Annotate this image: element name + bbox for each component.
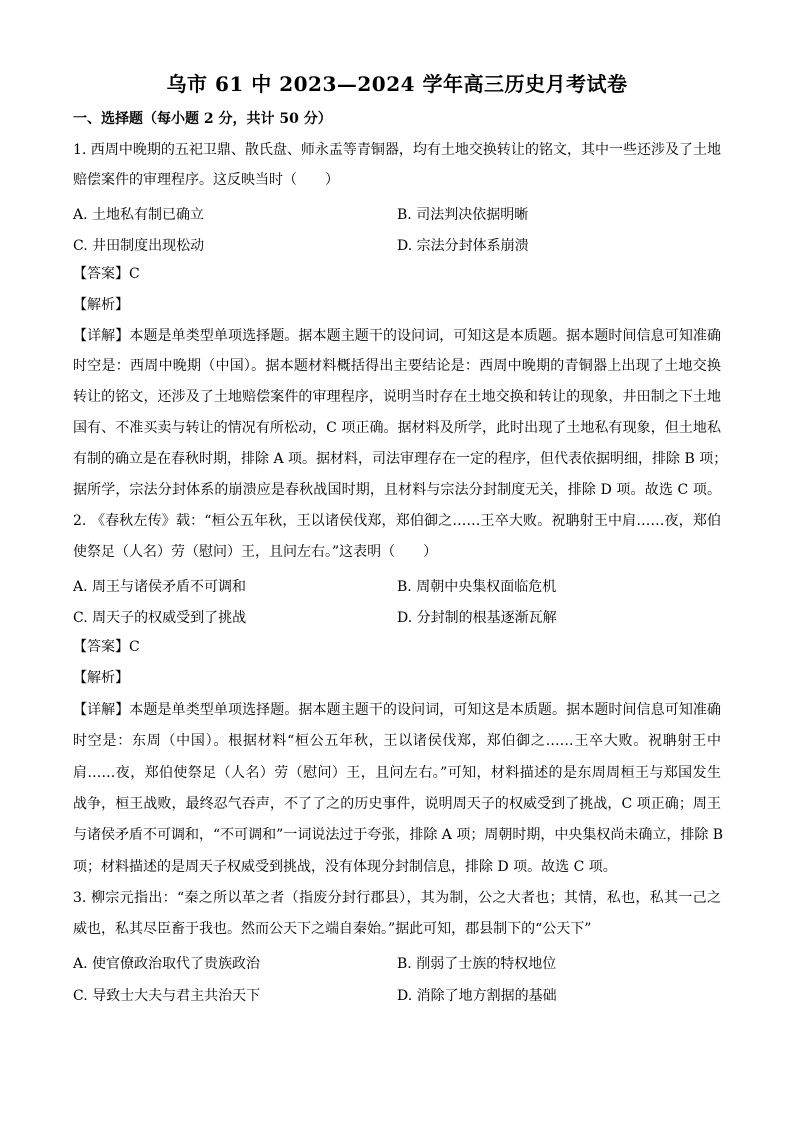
q2-stem-line-2: 使祭足（人名）劳（慰问）王，且问左右。”这表明（ ） (73, 544, 438, 560)
q2-detail-line-4: 战争，桓王战败，最终忍气吞声，不了了之的历史事件，说明周天子的权威受到了挑战，C 项正确；周王 (73, 796, 721, 812)
q2-analysis-label: 【解析】 (73, 670, 129, 686)
q2-answer: 【答案】C (73, 639, 140, 655)
q3-option-a: A. 使官僚政治取代了贵族政治 (73, 956, 261, 972)
q2-detail-line-2: 时空是：东周（中国）。根据材料“桓公五年秋，王以诸侯伐郑，郑伯御之……王卒大败。祝聃射王中 (73, 733, 721, 749)
q2-option-d: D. 分封制的根基逐渐瓦解 (397, 610, 557, 626)
q1-analysis-label: 【解析】 (73, 297, 129, 313)
q3-option-d: D. 消除了地方割据的基础 (397, 988, 557, 1004)
q3-stem-line-1: 3. 柳宗元指出：“秦之所以革之者（指废分封行郡县），其为制，公之大者也；其情，私也，私其一己之 (73, 890, 721, 906)
q1-option-d: D. 宗法分封体系崩溃 (397, 238, 529, 254)
page-title: 乌市 61 中 2023—2024 学年高三历史月考试卷 (166, 72, 628, 96)
q1-option-b: B. 司法判决依据明晰 (397, 207, 529, 223)
q2-option-a: A. 周王与诸侯矛盾不可调和 (73, 579, 247, 595)
q1-detail-line-6: 据所学，宗法分封体系的崩溃应是春秋战国时期，且材料与宗法分封制度无关，排除 D 项。故选 C 项。 (73, 482, 721, 498)
q3-option-c: C. 导致士大夫与君主共治天下 (73, 988, 261, 1004)
q2-detail-line-1: 【详解】本题是单类型单项选择题。据本题主题干的设问词，可知这是本质题。据本题时间信息可知准确 (73, 702, 721, 718)
q2-detail-line-3: 肩……夜，郑伯使祭足（人名）劳（慰问）王，且问左右。”可知，材料描述的是东周周桓王与郑国发生 (73, 765, 721, 781)
q1-detail-line-1: 【详解】本题是单类型单项选择题。据本题主题干的设问词，可知这是本质题。据本题时间信息可知准确 (73, 328, 721, 344)
q1-detail-line-3: 转让的铭文，还涉及了土地赔偿案件的审理程序，说明当时存在土地交换和转让的现象，井田制之下土地 (73, 389, 721, 405)
q2-option-b: B. 周朝中央集权面临危机 (397, 579, 557, 595)
q2-detail-line-5: 与诸侯矛盾不可调和，“不可调和”一词说法过于夸张，排除 A 项；周朝时期，中央集权尚未确立，排除 B (73, 827, 724, 843)
q2-detail-line-6: 项；材料描述的是周天子权威受到挑战，没有体现分封制信息，排除 D 项。故选 C 项。 (73, 859, 617, 875)
q1-option-c: C. 井田制度出现松动 (73, 238, 205, 254)
q1-stem-line-1: 1. 西周中晚期的五祀卫鼎、散氏盘、师永盂等青铜器，均有土地交换转让的铭文，其中一些还涉及了土地 (73, 142, 721, 158)
q2-option-c: C. 周天子的权威受到了挑战 (73, 610, 247, 626)
q3-option-b: B. 削弱了士族的特权地位 (397, 956, 557, 972)
q1-answer: 【答案】C (73, 266, 140, 282)
q3-stem-line-2: 威也，私其尽臣畜于我也。然而公天下之端自秦始。”据此可知，郡县制下的“公天下” (73, 921, 592, 937)
section-heading: 一、选择题（每小题 2 分，共计 50 分） (73, 111, 332, 127)
q2-stem-line-1: 2. 《春秋左传》载：“桓公五年秋，王以诸侯伐郑，郑伯御之……王卒大败。祝聃射王中肩……夜，郑伯 (73, 513, 721, 529)
q1-detail-line-4: 国有、不准买卖与转让的情况有所松动，C 项正确。据材料及所学，此时出现了土地私有现象，但土地私 (73, 420, 721, 436)
q1-detail-line-2: 时空是：西周中晚期（中国）。据本题材料概括得出主要结论是：西周中晚期的青铜器上出现了土地交换 (73, 358, 721, 374)
q1-stem-line-2: 赔偿案件的审理程序。这反映当时（ ） (73, 172, 339, 188)
q1-detail-line-5: 有制的确立是在春秋时期，排除 A 项。据材料，司法审理存在一定的程序，但代表依据明细，排除 B 项； (73, 451, 728, 467)
q1-option-a: A. 土地私有制已确立 (73, 207, 205, 223)
